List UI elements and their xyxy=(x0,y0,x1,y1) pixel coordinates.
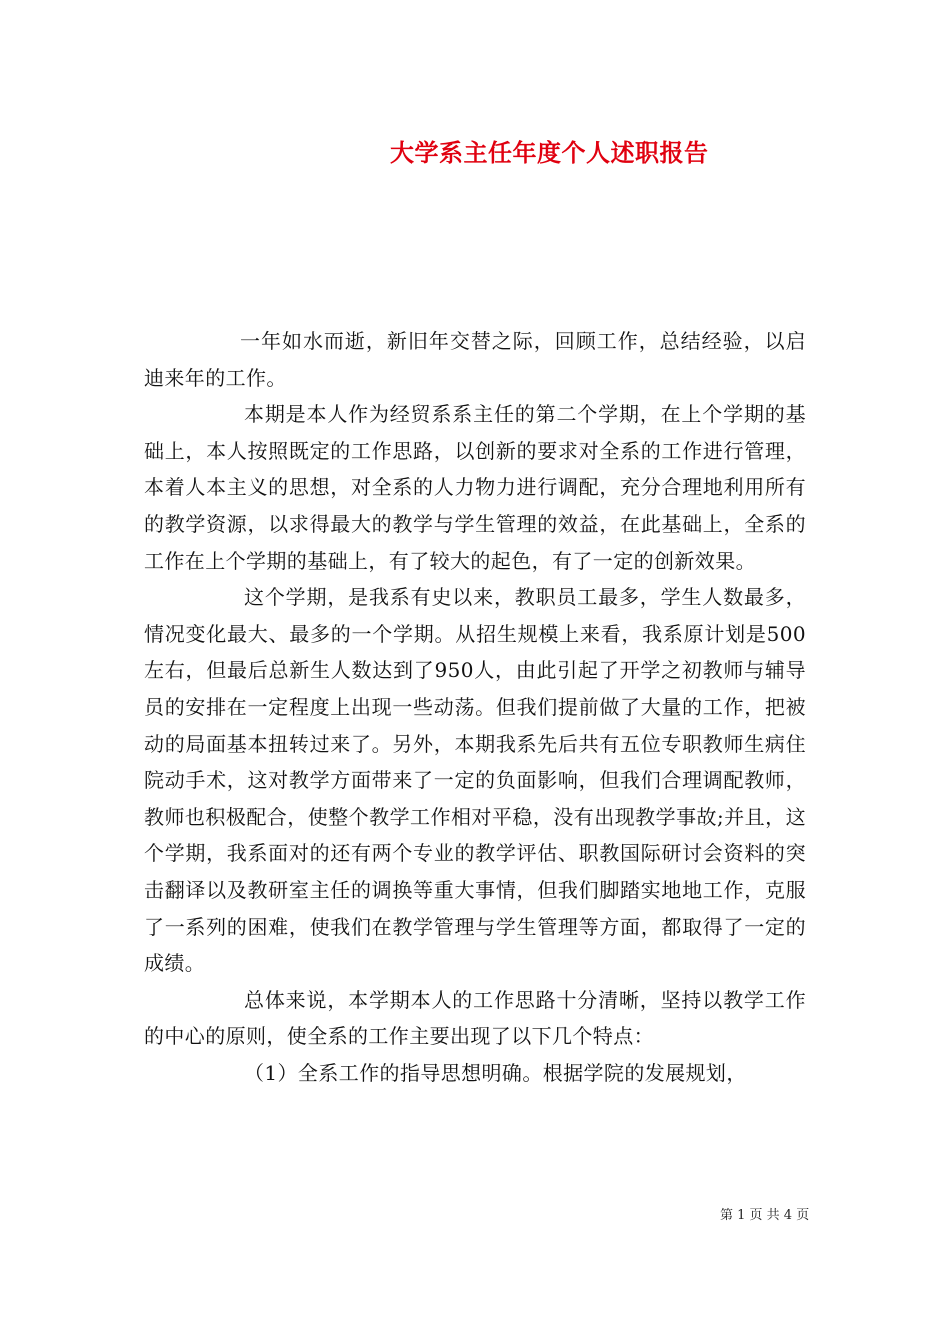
paragraph-intro: 一年如水而逝，新旧年交替之际，回顾工作，总结经验，以启迪来年的工作。 xyxy=(144,329,806,390)
paragraph-semester-overview: 本期是本人作为经贸系系主任的第二个学期，在上个学期的基础上，本人按照既定的工作思路，以创新的要求对全系的工作进行管理，本着人本主义的思想，对全系的人力物力进行调配，充分合理地利用所有的教学资源，以求得最大的教学与学生管理的效益，在此基础上，全系的工作在上个学期的基础上，有了较大的起色，有了一定的创新效果。 xyxy=(144,402,806,573)
page-number-footer: 第 1 页 共 4 页 xyxy=(720,1208,810,1223)
paragraph-semester-challenges: 这个学期，是我系有史以来，教职员工最多，学生人数最多，情况变化最大、最多的一个学期。从招生规模上来看，我系原计划是500左右，但最后总新生人数达到了950人，由此引起了开学之初教师与辅导员的安排在一定程度上出现一些动荡。但我们提前做了大量的工作，把被动的局面基本扭转过来了。另外，本期我系先后共有五位专职教师生病住院动手术，这对教学方面带来了一定的负面影响，但我们合理调配教师，教师也积极配合，使整个教学工作相对平稳，没有出现教学事故;并且，这个学期，我系面对的还有两个专业的教学评估、职教国际研讨会资料的突击翻译以及教研室主任的调换等重大事情，但我们脚踏实地地工作，克服了一系列的困难，使我们在教学管理与学生管理等方面，都取得了一定的成绩。 xyxy=(144,585,806,976)
document-body xyxy=(144,323,806,1091)
document-title: 大学系主任年度个人述职报告 xyxy=(390,138,709,167)
paragraph-summary: 总体来说，本学期本人的工作思路十分清晰，坚持以教学工作的中心的原则，使全系的工作主要出现了以下几个特点： xyxy=(144,987,806,1049)
paragraph-point-1: （1）全系工作的指导思想明确。根据学院的发展规划， xyxy=(244,1060,747,1085)
